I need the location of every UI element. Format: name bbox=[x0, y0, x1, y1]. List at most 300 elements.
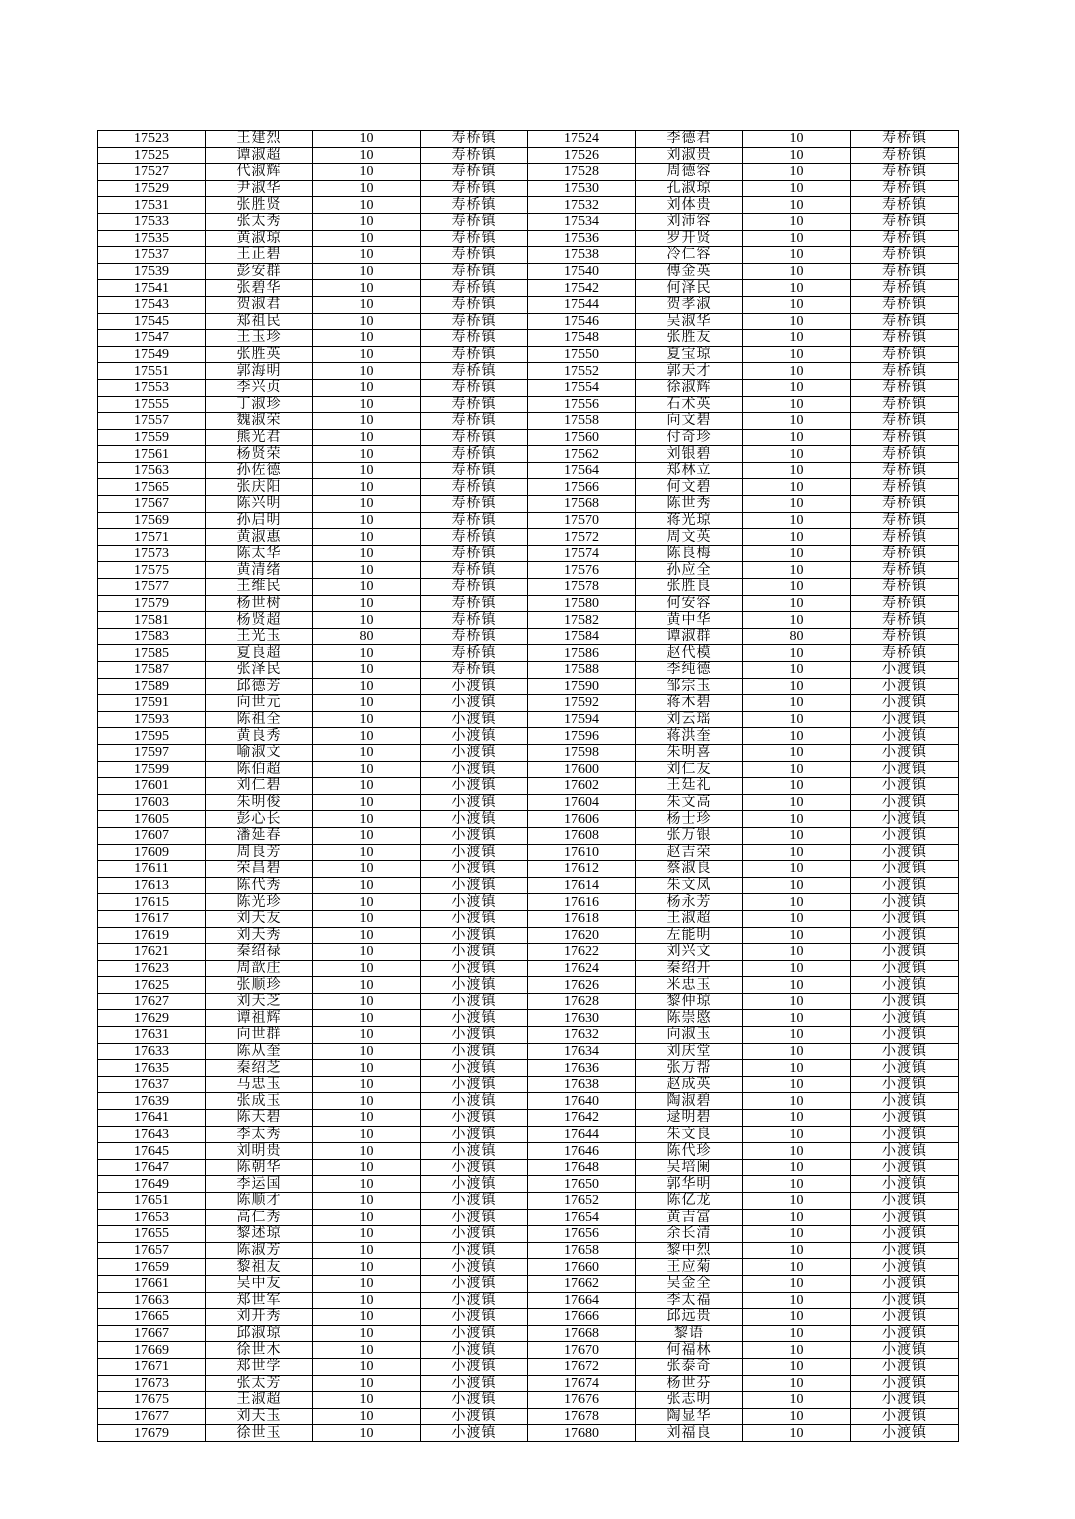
amount-cell: 10 bbox=[743, 1226, 851, 1243]
id-cell: 17650 bbox=[528, 1176, 636, 1193]
id-cell: 17607 bbox=[98, 827, 206, 844]
id-cell: 17569 bbox=[98, 512, 206, 529]
town-cell: 寿桥镇 bbox=[421, 579, 528, 596]
amount-cell: 10 bbox=[313, 1027, 421, 1044]
name-cell: 石术英 bbox=[636, 396, 743, 413]
amount-cell: 10 bbox=[313, 512, 421, 529]
name-cell: 郭华明 bbox=[636, 1176, 743, 1193]
amount-cell: 10 bbox=[743, 413, 851, 430]
table-row bbox=[98, 811, 959, 828]
amount-cell: 10 bbox=[313, 844, 421, 861]
id-cell: 17557 bbox=[98, 413, 206, 430]
name-cell: 陈朝华 bbox=[206, 1159, 313, 1176]
table-row bbox=[98, 446, 959, 463]
town-cell: 小渡镇 bbox=[421, 993, 528, 1010]
id-cell: 17664 bbox=[528, 1292, 636, 1309]
amount-cell: 10 bbox=[743, 512, 851, 529]
amount-cell: 10 bbox=[313, 1226, 421, 1243]
town-cell: 寿桥镇 bbox=[421, 197, 528, 214]
town-cell: 小渡镇 bbox=[421, 728, 528, 745]
name-cell: 刘天友 bbox=[206, 910, 313, 927]
name-cell: 向世元 bbox=[206, 695, 313, 712]
table-row bbox=[98, 827, 959, 844]
id-cell: 17539 bbox=[98, 263, 206, 280]
name-cell: 刘沛容 bbox=[636, 213, 743, 230]
amount-cell: 10 bbox=[313, 313, 421, 330]
amount-cell: 10 bbox=[313, 1126, 421, 1143]
town-cell: 寿桥镇 bbox=[851, 247, 959, 264]
town-cell: 小渡镇 bbox=[851, 894, 959, 911]
amount-cell: 10 bbox=[313, 1375, 421, 1392]
id-cell: 17606 bbox=[528, 811, 636, 828]
name-cell: 贺淑君 bbox=[206, 296, 313, 313]
table-row bbox=[98, 1358, 959, 1375]
amount-cell: 10 bbox=[743, 1043, 851, 1060]
town-cell: 小渡镇 bbox=[851, 1093, 959, 1110]
town-cell: 小渡镇 bbox=[851, 711, 959, 728]
id-cell: 17538 bbox=[528, 247, 636, 264]
id-cell: 17644 bbox=[528, 1126, 636, 1143]
town-cell: 寿桥镇 bbox=[851, 628, 959, 645]
town-cell: 小渡镇 bbox=[851, 1209, 959, 1226]
id-cell: 17641 bbox=[98, 1110, 206, 1127]
amount-cell: 10 bbox=[313, 728, 421, 745]
id-cell: 17524 bbox=[528, 131, 636, 148]
name-cell: 赵成英 bbox=[636, 1076, 743, 1093]
town-cell: 寿桥镇 bbox=[421, 512, 528, 529]
town-cell: 寿桥镇 bbox=[851, 147, 959, 164]
town-cell: 小渡镇 bbox=[851, 662, 959, 679]
name-cell: 孙启明 bbox=[206, 512, 313, 529]
id-cell: 17609 bbox=[98, 844, 206, 861]
amount-cell: 10 bbox=[743, 977, 851, 994]
amount-cell: 10 bbox=[313, 1143, 421, 1160]
id-cell: 17595 bbox=[98, 728, 206, 745]
amount-cell: 10 bbox=[743, 595, 851, 612]
id-cell: 17574 bbox=[528, 545, 636, 562]
id-cell: 17649 bbox=[98, 1176, 206, 1193]
table-row bbox=[98, 1176, 959, 1193]
table-row bbox=[98, 877, 959, 894]
name-cell: 杨贤荣 bbox=[206, 446, 313, 463]
town-cell: 寿桥镇 bbox=[851, 562, 959, 579]
name-cell: 赵吉荣 bbox=[636, 844, 743, 861]
name-cell: 魏淑荣 bbox=[206, 413, 313, 430]
table-row bbox=[98, 512, 959, 529]
name-cell: 高仁秀 bbox=[206, 1209, 313, 1226]
name-cell: 陈太华 bbox=[206, 545, 313, 562]
town-cell: 小渡镇 bbox=[851, 1143, 959, 1160]
amount-cell: 10 bbox=[743, 1143, 851, 1160]
amount-cell: 10 bbox=[743, 1076, 851, 1093]
table-row bbox=[98, 711, 959, 728]
id-cell: 17623 bbox=[98, 960, 206, 977]
name-cell: 陈淑芳 bbox=[206, 1242, 313, 1259]
table-row bbox=[98, 1226, 959, 1243]
town-cell: 小渡镇 bbox=[851, 927, 959, 944]
amount-cell: 10 bbox=[313, 1325, 421, 1342]
amount-cell: 10 bbox=[313, 413, 421, 430]
table-row bbox=[98, 313, 959, 330]
town-cell: 小渡镇 bbox=[421, 960, 528, 977]
table-row bbox=[98, 180, 959, 197]
id-cell: 17620 bbox=[528, 927, 636, 944]
table-body bbox=[98, 131, 959, 1442]
table-row bbox=[98, 628, 959, 645]
amount-cell: 10 bbox=[743, 363, 851, 380]
town-cell: 寿桥镇 bbox=[421, 446, 528, 463]
amount-cell: 10 bbox=[313, 247, 421, 264]
name-cell: 陈祖全 bbox=[206, 711, 313, 728]
name-cell: 刘仁碧 bbox=[206, 778, 313, 795]
amount-cell: 10 bbox=[743, 330, 851, 347]
id-cell: 17677 bbox=[98, 1408, 206, 1425]
town-cell: 小渡镇 bbox=[851, 1309, 959, 1326]
amount-cell: 10 bbox=[313, 944, 421, 961]
name-cell: 陈良梅 bbox=[636, 545, 743, 562]
name-cell: 尹淑华 bbox=[206, 180, 313, 197]
name-cell: 朱文良 bbox=[636, 1126, 743, 1143]
id-cell: 17561 bbox=[98, 446, 206, 463]
town-cell: 寿桥镇 bbox=[421, 131, 528, 148]
table-row bbox=[98, 280, 959, 297]
table-row bbox=[98, 197, 959, 214]
name-cell: 刘天秀 bbox=[206, 927, 313, 944]
name-cell: 夏宝琼 bbox=[636, 346, 743, 363]
name-cell: 傅金英 bbox=[636, 263, 743, 280]
town-cell: 寿桥镇 bbox=[851, 296, 959, 313]
town-cell: 小渡镇 bbox=[421, 944, 528, 961]
amount-cell: 10 bbox=[743, 1392, 851, 1409]
amount-cell: 10 bbox=[313, 877, 421, 894]
amount-cell: 10 bbox=[313, 496, 421, 513]
table-row bbox=[98, 429, 959, 446]
table-row bbox=[98, 1325, 959, 1342]
name-cell: 刘庆堂 bbox=[636, 1043, 743, 1060]
name-cell: 潘延春 bbox=[206, 827, 313, 844]
amount-cell: 10 bbox=[743, 147, 851, 164]
town-cell: 小渡镇 bbox=[851, 744, 959, 761]
id-cell: 17602 bbox=[528, 778, 636, 795]
name-cell: 陈世秀 bbox=[636, 496, 743, 513]
amount-cell: 10 bbox=[313, 213, 421, 230]
town-cell: 寿桥镇 bbox=[421, 346, 528, 363]
amount-cell: 10 bbox=[743, 1093, 851, 1110]
town-cell: 寿桥镇 bbox=[421, 645, 528, 662]
amount-cell: 10 bbox=[313, 695, 421, 712]
town-cell: 小渡镇 bbox=[421, 1110, 528, 1127]
town-cell: 寿桥镇 bbox=[851, 363, 959, 380]
town-cell: 小渡镇 bbox=[421, 977, 528, 994]
amount-cell: 10 bbox=[743, 429, 851, 446]
town-cell: 小渡镇 bbox=[421, 1209, 528, 1226]
id-cell: 17553 bbox=[98, 379, 206, 396]
name-cell: 王建烈 bbox=[206, 131, 313, 148]
town-cell: 寿桥镇 bbox=[421, 263, 528, 280]
amount-cell: 10 bbox=[313, 662, 421, 679]
id-cell: 17583 bbox=[98, 628, 206, 645]
id-cell: 17663 bbox=[98, 1292, 206, 1309]
name-cell: 付奇珍 bbox=[636, 429, 743, 446]
amount-cell: 10 bbox=[743, 794, 851, 811]
amount-cell: 10 bbox=[743, 695, 851, 712]
amount-cell: 10 bbox=[743, 645, 851, 662]
id-cell: 17547 bbox=[98, 330, 206, 347]
id-cell: 17532 bbox=[528, 197, 636, 214]
amount-cell: 10 bbox=[743, 861, 851, 878]
amount-cell: 10 bbox=[313, 545, 421, 562]
name-cell: 张碧华 bbox=[206, 280, 313, 297]
name-cell: 刘仁友 bbox=[636, 761, 743, 778]
amount-cell: 10 bbox=[743, 197, 851, 214]
name-cell: 陈从奎 bbox=[206, 1043, 313, 1060]
name-cell: 郑世学 bbox=[206, 1358, 313, 1375]
amount-cell: 10 bbox=[743, 346, 851, 363]
name-cell: 冷仁容 bbox=[636, 247, 743, 264]
amount-cell: 10 bbox=[743, 761, 851, 778]
id-cell: 17656 bbox=[528, 1226, 636, 1243]
id-cell: 17591 bbox=[98, 695, 206, 712]
amount-cell: 10 bbox=[313, 894, 421, 911]
table-row bbox=[98, 1010, 959, 1027]
id-cell: 17661 bbox=[98, 1275, 206, 1292]
town-cell: 小渡镇 bbox=[421, 1259, 528, 1276]
amount-cell: 80 bbox=[313, 628, 421, 645]
name-cell: 熊光君 bbox=[206, 429, 313, 446]
table-row bbox=[98, 744, 959, 761]
name-cell: 何福林 bbox=[636, 1342, 743, 1359]
town-cell: 小渡镇 bbox=[421, 695, 528, 712]
id-cell: 17601 bbox=[98, 778, 206, 795]
town-cell: 寿桥镇 bbox=[851, 462, 959, 479]
id-cell: 17598 bbox=[528, 744, 636, 761]
id-cell: 17629 bbox=[98, 1010, 206, 1027]
table-row bbox=[98, 363, 959, 380]
id-cell: 17639 bbox=[98, 1093, 206, 1110]
name-cell: 米忠玉 bbox=[636, 977, 743, 994]
amount-cell: 10 bbox=[313, 612, 421, 629]
id-cell: 17542 bbox=[528, 280, 636, 297]
name-cell: 郭海明 bbox=[206, 363, 313, 380]
name-cell: 刘明贵 bbox=[206, 1143, 313, 1160]
town-cell: 小渡镇 bbox=[851, 1043, 959, 1060]
town-cell: 小渡镇 bbox=[851, 811, 959, 828]
id-cell: 17533 bbox=[98, 213, 206, 230]
id-cell: 17590 bbox=[528, 678, 636, 695]
town-cell: 小渡镇 bbox=[851, 944, 959, 961]
id-cell: 17655 bbox=[98, 1226, 206, 1243]
name-cell: 邱淑琼 bbox=[206, 1325, 313, 1342]
amount-cell: 10 bbox=[743, 396, 851, 413]
name-cell: 张胜贤 bbox=[206, 197, 313, 214]
amount-cell: 10 bbox=[743, 1375, 851, 1392]
name-cell: 邱远贵 bbox=[636, 1309, 743, 1326]
table-row bbox=[98, 545, 959, 562]
town-cell: 寿桥镇 bbox=[421, 429, 528, 446]
name-cell: 陶淑碧 bbox=[636, 1093, 743, 1110]
name-cell: 黄清绪 bbox=[206, 562, 313, 579]
amount-cell: 10 bbox=[313, 164, 421, 181]
id-cell: 17581 bbox=[98, 612, 206, 629]
town-cell: 小渡镇 bbox=[851, 960, 959, 977]
amount-cell: 10 bbox=[743, 910, 851, 927]
town-cell: 寿桥镇 bbox=[421, 413, 528, 430]
town-cell: 小渡镇 bbox=[421, 1159, 528, 1176]
name-cell: 吴培阑 bbox=[636, 1159, 743, 1176]
name-cell: 黎中烈 bbox=[636, 1242, 743, 1259]
name-cell: 赵代模 bbox=[636, 645, 743, 662]
id-cell: 17540 bbox=[528, 263, 636, 280]
table-row bbox=[98, 1309, 959, 1326]
id-cell: 17550 bbox=[528, 346, 636, 363]
town-cell: 小渡镇 bbox=[421, 1309, 528, 1326]
id-cell: 17673 bbox=[98, 1375, 206, 1392]
name-cell: 张顺珍 bbox=[206, 977, 313, 994]
name-cell: 刘天芝 bbox=[206, 993, 313, 1010]
id-cell: 17599 bbox=[98, 761, 206, 778]
town-cell: 小渡镇 bbox=[421, 1325, 528, 1342]
amount-cell: 10 bbox=[313, 363, 421, 380]
name-cell: 朱明俊 bbox=[206, 794, 313, 811]
name-cell: 黄吉富 bbox=[636, 1209, 743, 1226]
id-cell: 17582 bbox=[528, 612, 636, 629]
id-cell: 17638 bbox=[528, 1076, 636, 1093]
name-cell: 郑林立 bbox=[636, 462, 743, 479]
table-row bbox=[98, 1242, 959, 1259]
name-cell: 陈伯超 bbox=[206, 761, 313, 778]
town-cell: 寿桥镇 bbox=[421, 330, 528, 347]
amount-cell: 10 bbox=[743, 1110, 851, 1127]
town-cell: 小渡镇 bbox=[851, 844, 959, 861]
table-row bbox=[98, 164, 959, 181]
amount-cell: 10 bbox=[743, 894, 851, 911]
amount-cell: 10 bbox=[313, 1176, 421, 1193]
table-row bbox=[98, 1043, 959, 1060]
name-cell: 王光玉 bbox=[206, 628, 313, 645]
town-cell: 寿桥镇 bbox=[421, 313, 528, 330]
amount-cell: 10 bbox=[313, 794, 421, 811]
id-cell: 17597 bbox=[98, 744, 206, 761]
name-cell: 朱文凤 bbox=[636, 877, 743, 894]
id-cell: 17541 bbox=[98, 280, 206, 297]
amount-cell: 10 bbox=[313, 927, 421, 944]
amount-cell: 10 bbox=[313, 1408, 421, 1425]
id-cell: 17608 bbox=[528, 827, 636, 844]
table-row bbox=[98, 1110, 959, 1127]
id-cell: 17573 bbox=[98, 545, 206, 562]
id-cell: 17640 bbox=[528, 1093, 636, 1110]
amount-cell: 10 bbox=[743, 960, 851, 977]
town-cell: 小渡镇 bbox=[421, 927, 528, 944]
name-cell: 王淑超 bbox=[206, 1392, 313, 1409]
name-cell: 李运国 bbox=[206, 1176, 313, 1193]
name-cell: 丁淑珍 bbox=[206, 396, 313, 413]
id-cell: 17548 bbox=[528, 330, 636, 347]
id-cell: 17643 bbox=[98, 1126, 206, 1143]
id-cell: 17549 bbox=[98, 346, 206, 363]
id-cell: 17654 bbox=[528, 1209, 636, 1226]
amount-cell: 10 bbox=[743, 263, 851, 280]
name-cell: 吴淑华 bbox=[636, 313, 743, 330]
amount-cell: 10 bbox=[313, 562, 421, 579]
table-row bbox=[98, 1126, 959, 1143]
town-cell: 寿桥镇 bbox=[421, 595, 528, 612]
town-cell: 小渡镇 bbox=[421, 1043, 528, 1060]
table-row bbox=[98, 960, 959, 977]
town-cell: 寿桥镇 bbox=[421, 180, 528, 197]
amount-cell: 10 bbox=[743, 1027, 851, 1044]
town-cell: 小渡镇 bbox=[421, 1358, 528, 1375]
town-cell: 小渡镇 bbox=[851, 728, 959, 745]
name-cell: 何泽民 bbox=[636, 280, 743, 297]
id-cell: 17624 bbox=[528, 960, 636, 977]
name-cell: 邱德芳 bbox=[206, 678, 313, 695]
id-cell: 17527 bbox=[98, 164, 206, 181]
amount-cell: 10 bbox=[313, 1392, 421, 1409]
amount-cell: 10 bbox=[743, 379, 851, 396]
town-cell: 寿桥镇 bbox=[421, 496, 528, 513]
id-cell: 17666 bbox=[528, 1309, 636, 1326]
id-cell: 17634 bbox=[528, 1043, 636, 1060]
data-table bbox=[97, 130, 959, 1442]
name-cell: 黎述琼 bbox=[206, 1226, 313, 1243]
name-cell: 秦绍开 bbox=[636, 960, 743, 977]
amount-cell: 10 bbox=[313, 977, 421, 994]
amount-cell: 10 bbox=[743, 213, 851, 230]
town-cell: 小渡镇 bbox=[851, 1193, 959, 1210]
town-cell: 小渡镇 bbox=[851, 1176, 959, 1193]
name-cell: 周文英 bbox=[636, 529, 743, 546]
name-cell: 代淑辉 bbox=[206, 164, 313, 181]
amount-cell: 10 bbox=[743, 711, 851, 728]
town-cell: 寿桥镇 bbox=[851, 645, 959, 662]
id-cell: 17625 bbox=[98, 977, 206, 994]
amount-cell: 10 bbox=[313, 1309, 421, 1326]
town-cell: 小渡镇 bbox=[851, 1425, 959, 1442]
table-row bbox=[98, 977, 959, 994]
town-cell: 小渡镇 bbox=[851, 1375, 959, 1392]
table-row bbox=[98, 910, 959, 927]
table-row bbox=[98, 662, 959, 679]
name-cell: 朱明喜 bbox=[636, 744, 743, 761]
id-cell: 17676 bbox=[528, 1392, 636, 1409]
town-cell: 寿桥镇 bbox=[421, 363, 528, 380]
town-cell: 小渡镇 bbox=[421, 877, 528, 894]
id-cell: 17523 bbox=[98, 131, 206, 148]
id-cell: 17554 bbox=[528, 379, 636, 396]
name-cell: 郭天才 bbox=[636, 363, 743, 380]
name-cell: 向文碧 bbox=[636, 413, 743, 430]
id-cell: 17667 bbox=[98, 1325, 206, 1342]
amount-cell: 10 bbox=[313, 1010, 421, 1027]
id-cell: 17534 bbox=[528, 213, 636, 230]
table-row bbox=[98, 894, 959, 911]
id-cell: 17603 bbox=[98, 794, 206, 811]
town-cell: 寿桥镇 bbox=[851, 346, 959, 363]
name-cell: 彭心长 bbox=[206, 811, 313, 828]
amount-cell: 10 bbox=[743, 446, 851, 463]
id-cell: 17530 bbox=[528, 180, 636, 197]
table-row bbox=[98, 927, 959, 944]
town-cell: 小渡镇 bbox=[851, 1010, 959, 1027]
town-cell: 小渡镇 bbox=[851, 1159, 959, 1176]
town-cell: 小渡镇 bbox=[421, 1126, 528, 1143]
name-cell: 王应菊 bbox=[636, 1259, 743, 1276]
town-cell: 寿桥镇 bbox=[421, 462, 528, 479]
town-cell: 寿桥镇 bbox=[851, 446, 959, 463]
amount-cell: 10 bbox=[743, 612, 851, 629]
town-cell: 小渡镇 bbox=[421, 1342, 528, 1359]
